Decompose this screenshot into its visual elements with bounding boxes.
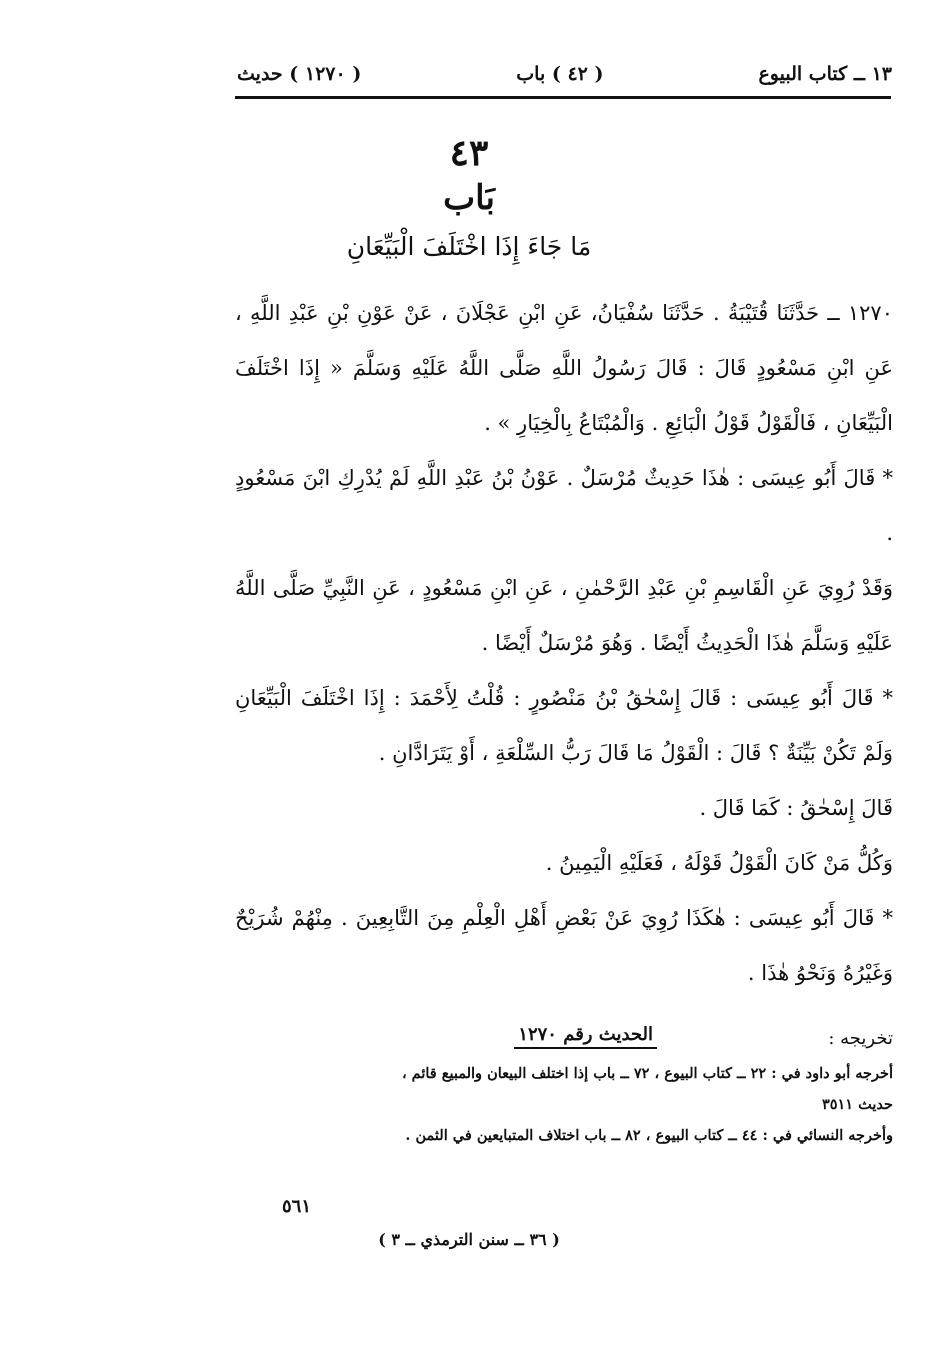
paragraph-narration: وَقَدْ رُوِيَ عَنِ الْقَاسِمِ بْنِ عَبْدِ الرَّحْمٰنِ ، عَنِ ابْنِ مَسْعُودٍ ، عَنِ النَّبِيِّ صَلَّى اللَّهُ عَلَيْهِ وَسَلَّمَ هٰذَا الْحَدِيثُ أَيْضًا . وَهُوَ مُرْسَلٌ أَيْضًا . bbox=[235, 576, 893, 655]
chapter-number: ٤٣ bbox=[449, 132, 489, 174]
chapter-heading: بَاب bbox=[443, 178, 495, 218]
footnote-line: حديث ٣٥١١ bbox=[821, 1096, 893, 1113]
paragraph-comment: * قَالَ أَبُو عِيسَى : هٰكَذَا رُوِيَ عَنْ بَعْضِ أَهْلِ الْعِلْمِ مِنَ التَّابِعِينَ . مِنْهُمْ شُرَيْحٌ وَغَيْرُهُ وَنَحْوُ هٰذَا . bbox=[235, 906, 893, 985]
footnote-header bbox=[235, 1024, 893, 1058]
header-rule bbox=[235, 96, 891, 99]
running-head-book: ١٣ ــ كتاب البيوع bbox=[758, 63, 892, 85]
page-number: ٥٦١ bbox=[282, 1196, 312, 1217]
paragraph-narration: قَالَ إِسْحٰقُ : كَمَا قَالَ . bbox=[699, 796, 893, 820]
footnote-reference: الحديث رقم ١٢٧٠ bbox=[514, 1024, 657, 1049]
footnotes bbox=[235, 1024, 893, 1151]
signature-mark: ( ٣٦ ــ سنن الترمذي ــ ٣ ) bbox=[378, 1230, 560, 1249]
paragraph-comment: * قَالَ أَبُو عِيسَى : قَالَ إِسْحٰقُ بْنُ مَنْصُورٍ : قُلْتُ لِأَحْمَدَ : إِذَا اخْتَلَفَ الْبَيِّعَانِ وَلَمْ تَكُنْ بَيِّنَةٌ ؟ قَالَ : الْقَوْلُ مَا قَالَ رَبُّ السِّلْعَةِ ، أَوْ يَتَرَادَّانِ . bbox=[235, 686, 893, 765]
hadith-text bbox=[235, 286, 893, 1001]
paragraph-narration: وَكُلُّ مَنْ كَانَ الْقَوْلُ قَوْلَهُ ، فَعَلَيْهِ الْيَمِينُ . bbox=[545, 851, 893, 875]
running-head-hadith: ( ١٢٧٠ ) حديث bbox=[237, 63, 362, 85]
paragraph-hadith: ١٢٧٠ ــ حَدَّثَنَا قُتَيْبَةُ . حَدَّثَنَا سُفْيَانُ، عَنِ ابْنِ عَجْلَانَ ، عَنْ عَوْنِ بْنِ عَبْدِ اللَّهِ ، عَنِ ابْنِ مَسْعُودٍ قَالَ : قَالَ رَسُولُ اللَّهِ صَلَّى اللَّهُ عَلَيْهِ وَسَلَّمَ « إِذَا اخْتَلَفَ الْبَيِّعَانِ ، فَالْقَوْلُ قَوْلُ الْبَائِعِ . وَالْمُبْتَاعُ بِالْخِيَارِ » . bbox=[235, 301, 893, 435]
chapter-title: مَا جَاءَ إِذَا اخْتَلَفَ الْبَيِّعَانِ bbox=[346, 232, 592, 261]
footnote-line: أخرجه أبو داود في : ٢٢ ــ كتاب البيوع ، ٧٢ ــ باب إذا اختلف البيعان والمبيع قائم ، bbox=[401, 1065, 893, 1082]
footnote-line: وأخرجه النسائي في : ٤٤ ــ كتاب البيوع ، ٨٢ ــ باب اختلاف المتبايعين في الثمن . bbox=[405, 1127, 893, 1144]
paragraph-comment: * قَالَ أَبُو عِيسَى : هٰذَا حَدِيثٌ مُرْسَلٌ . عَوْنُ بْنُ عَبْدِ اللَّهِ لَمْ يُدْرِكِ ابْنَ مَسْعُودٍ . bbox=[235, 466, 893, 545]
footnote-label: تخريجه : bbox=[828, 1028, 893, 1049]
running-head-chapter: ( ٤٢ ) باب bbox=[516, 63, 604, 85]
running-head bbox=[237, 56, 892, 92]
